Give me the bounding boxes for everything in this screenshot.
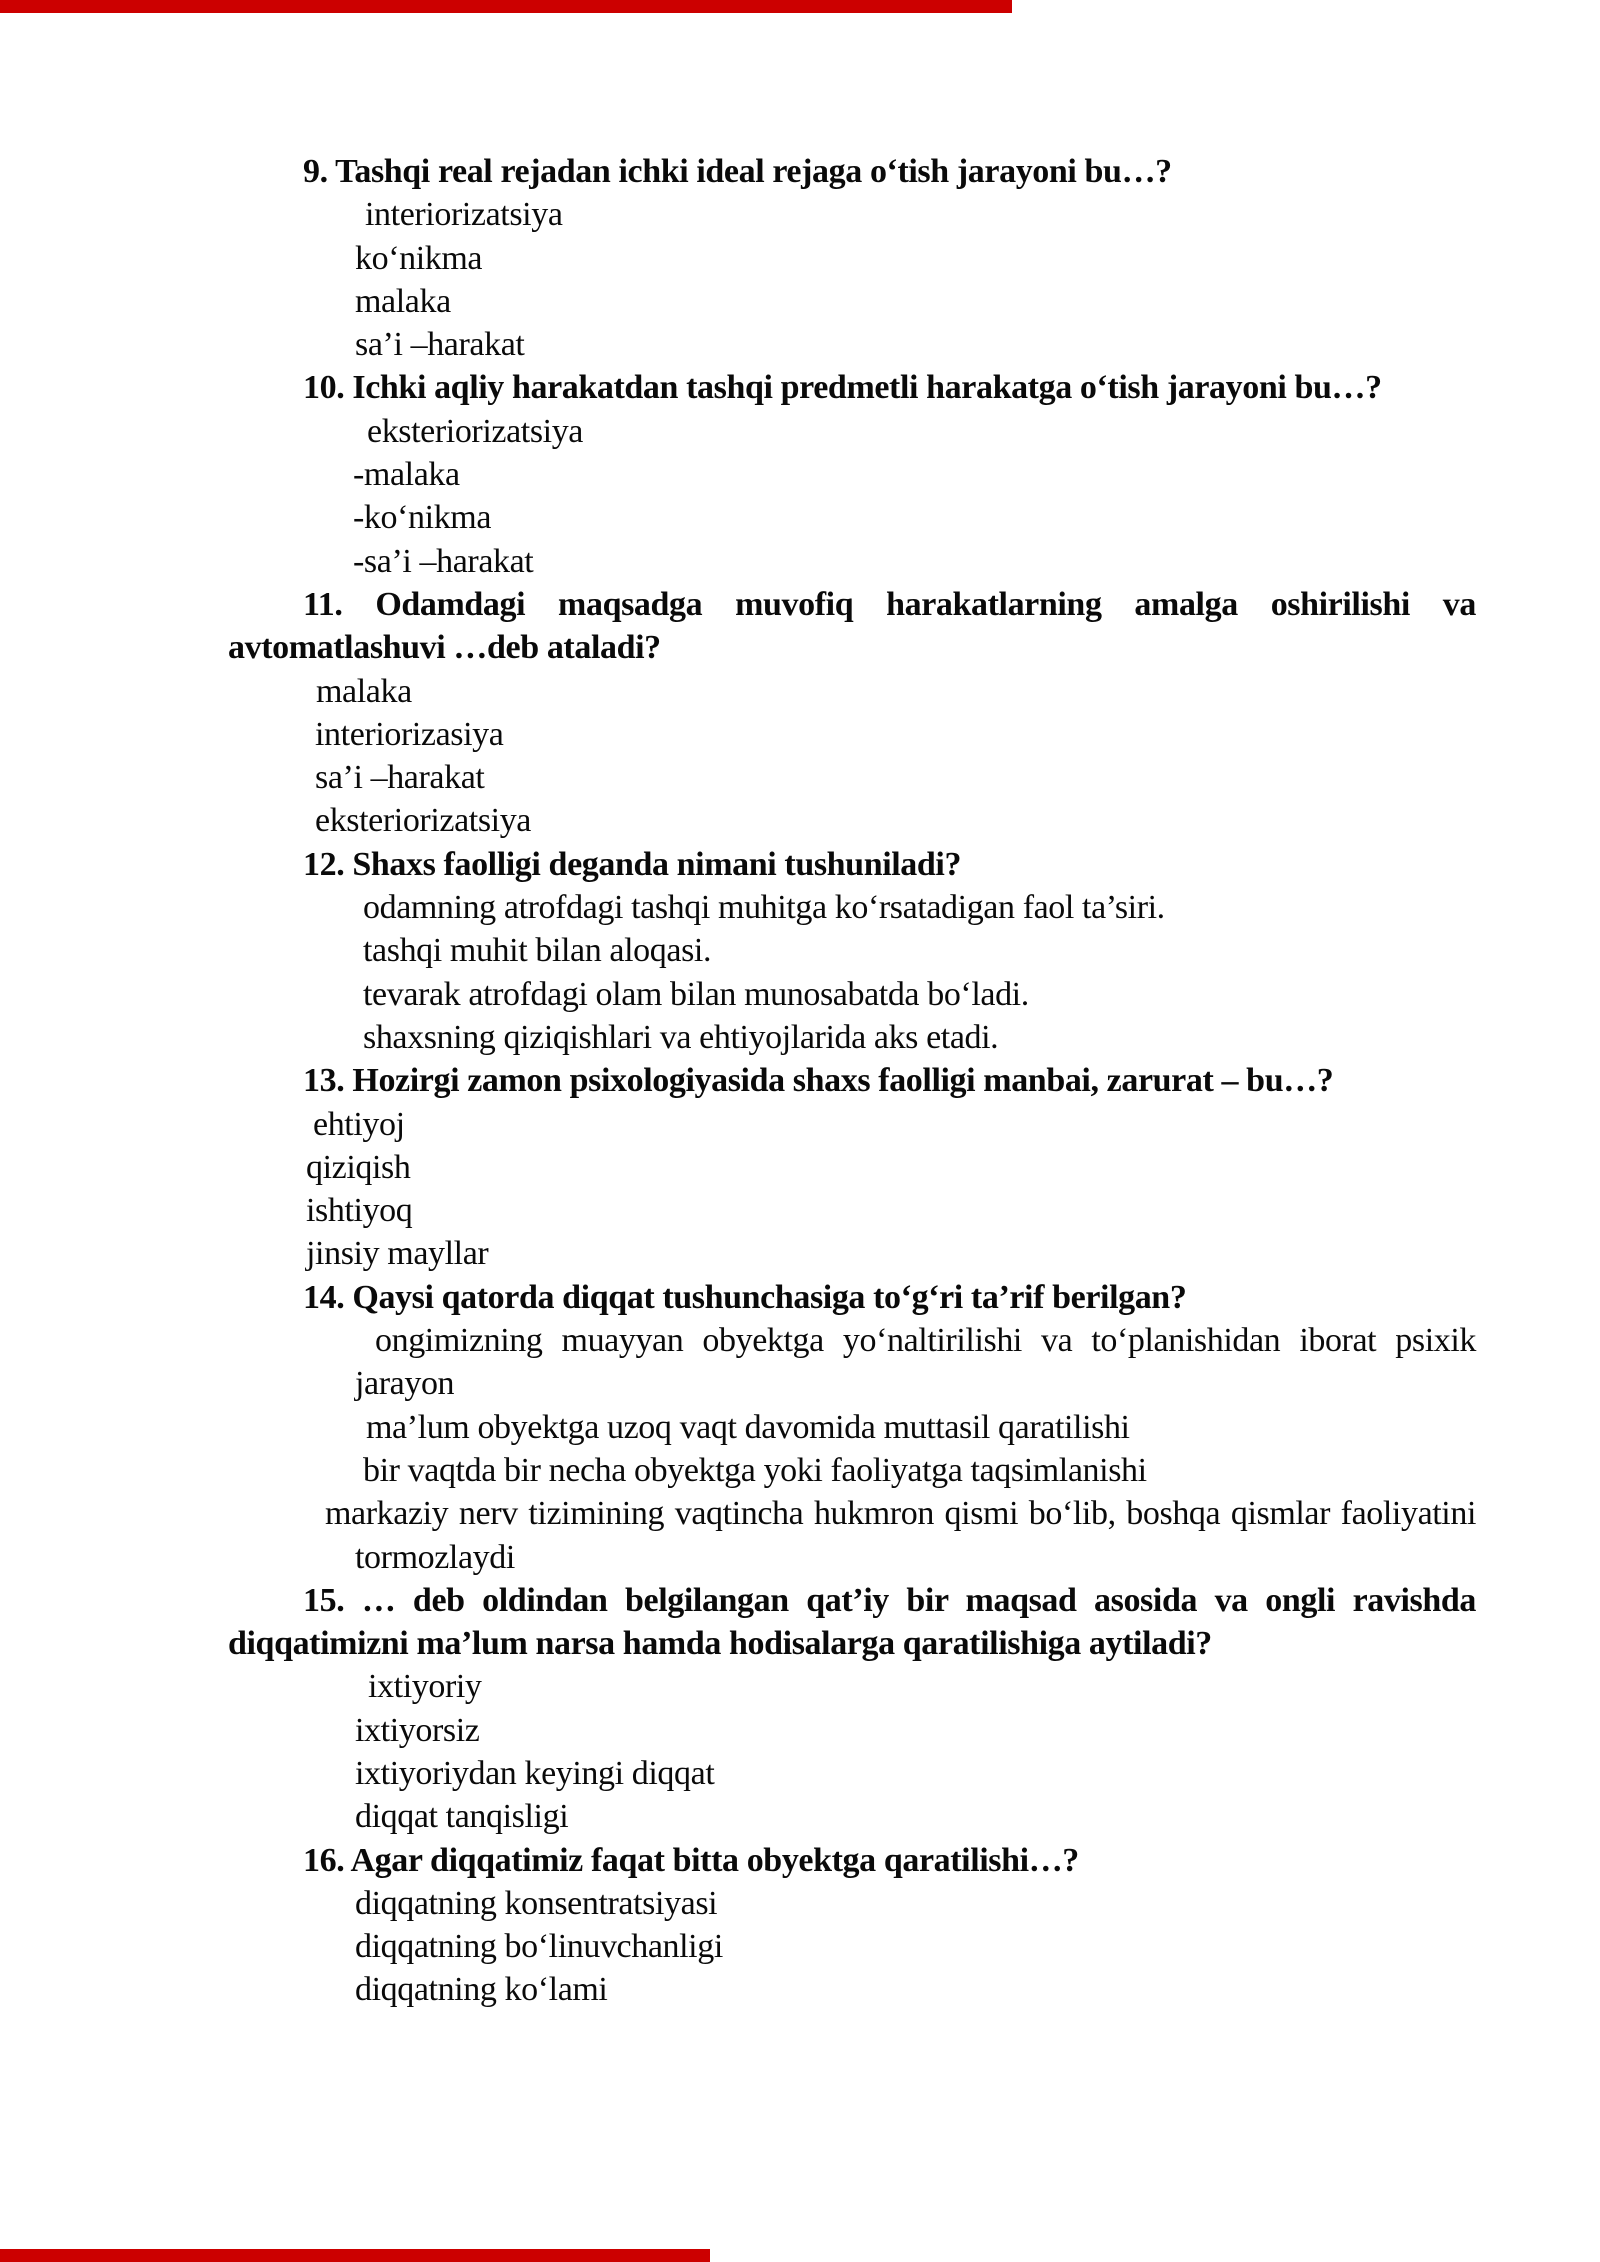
- answer-option: shaxsning qiziqishlari va ehtiyojlarida aks etadi.: [363, 1018, 999, 1056]
- answer-option: ko‘nikma: [355, 239, 483, 277]
- answer-option: sa’i –harakat: [315, 759, 485, 797]
- question-text: 14. Qaysi qatorda diqqat tushunchasiga to‘g‘ri ta’rif berilgan?: [303, 1278, 1187, 1316]
- question-text: 13. Hozirgi zamon psixologiyasida shaxs faolligi manbai, zarurat – bu…?: [303, 1062, 1334, 1100]
- answer-option: sa’i –harakat: [355, 326, 525, 364]
- answer-option: jinsiy mayllar: [306, 1235, 489, 1273]
- answer-option: odamning atrofdagi tashqi muhitga ko‘rsatadigan faol ta’siri.: [363, 889, 1165, 927]
- top-accent-bar: [0, 0, 1012, 13]
- question-text: 16. Agar diqqatimiz faqat bitta obyektga qaratilishi…?: [303, 1841, 1079, 1879]
- answer-option: interiorizasiya: [315, 715, 504, 753]
- answer-option: malaka: [355, 282, 451, 320]
- answer-option: -ko‘nikma: [353, 499, 492, 537]
- answer-option: ma’lum obyektga uzoq vaqt davomida muttasil qaratilishi: [366, 1408, 1130, 1446]
- answer-option: eksteriorizatsiya: [315, 802, 531, 840]
- answer-option: qiziqish: [306, 1148, 411, 1186]
- answer-option: -sa’i –harakat: [353, 542, 534, 580]
- answer-option: -malaka: [353, 456, 460, 494]
- answer-option: diqqatning ko‘lami: [355, 1971, 608, 2009]
- answer-option: ixtiyorsiz: [355, 1711, 480, 1749]
- answer-option: eksteriorizatsiya: [367, 412, 583, 450]
- question-text: 11. Odamdagi maqsadga muvofiq harakatlarning amalga oshirilishi va avtomatlashuvi …deb ataladi?: [228, 585, 1476, 667]
- question-text: 10. Ichki aqliy harakatdan tashqi predmetli harakatga o‘tish jarayoni bu…?: [303, 369, 1382, 407]
- answer-option: ehtiyoj: [313, 1105, 405, 1143]
- quiz-content: [228, 150, 1476, 2012]
- bottom-accent-bar: [0, 2249, 710, 2262]
- answer-option: diqqat tanqisligi: [355, 1798, 569, 1836]
- answer-option: diqqatning bo‘linuvchanligi: [355, 1928, 723, 1966]
- answer-option: bir vaqtda bir necha obyektga yoki faoliyatga taqsimlanishi: [363, 1451, 1147, 1489]
- answer-option: ongimizning muayyan obyektga yo‘naltirilishi va to‘planishidan iborat psixik jarayon: [355, 1322, 1476, 1403]
- answer-option: tevarak atrofdagi olam bilan munosabatda bo‘ladi.: [363, 975, 1029, 1013]
- answer-option: interiorizatsiya: [365, 196, 563, 234]
- answer-option: diqqatning konsentratsiyasi: [355, 1884, 718, 1922]
- answer-option: tashqi muhit bilan aloqasi.: [363, 932, 712, 970]
- question-text: 12. Shaxs faolligi deganda nimani tushuniladi?: [303, 845, 962, 883]
- answer-option: ishtiyoq: [306, 1192, 413, 1230]
- answer-option: markaziy nerv tizimining vaqtincha hukmron qismi bo‘lib, boshqa qismlar faoliyatini tormozlaydi: [325, 1495, 1476, 1576]
- question-text: 15. … deb oldindan belgilangan qat’iy bir maqsad asosida va ongli ravishda diqqatimizni ma’lum narsa hamda hodisalarga qaratilishiga aytiladi?: [228, 1581, 1476, 1663]
- answer-option: malaka: [316, 672, 412, 710]
- answer-option: ixtiyoriydan keyingi diqqat: [355, 1754, 715, 1792]
- answer-option: ixtiyoriy: [368, 1668, 482, 1706]
- question-text: 9. Tashqi real rejadan ichki ideal rejaga o‘tish jarayoni bu…?: [303, 153, 1172, 190]
